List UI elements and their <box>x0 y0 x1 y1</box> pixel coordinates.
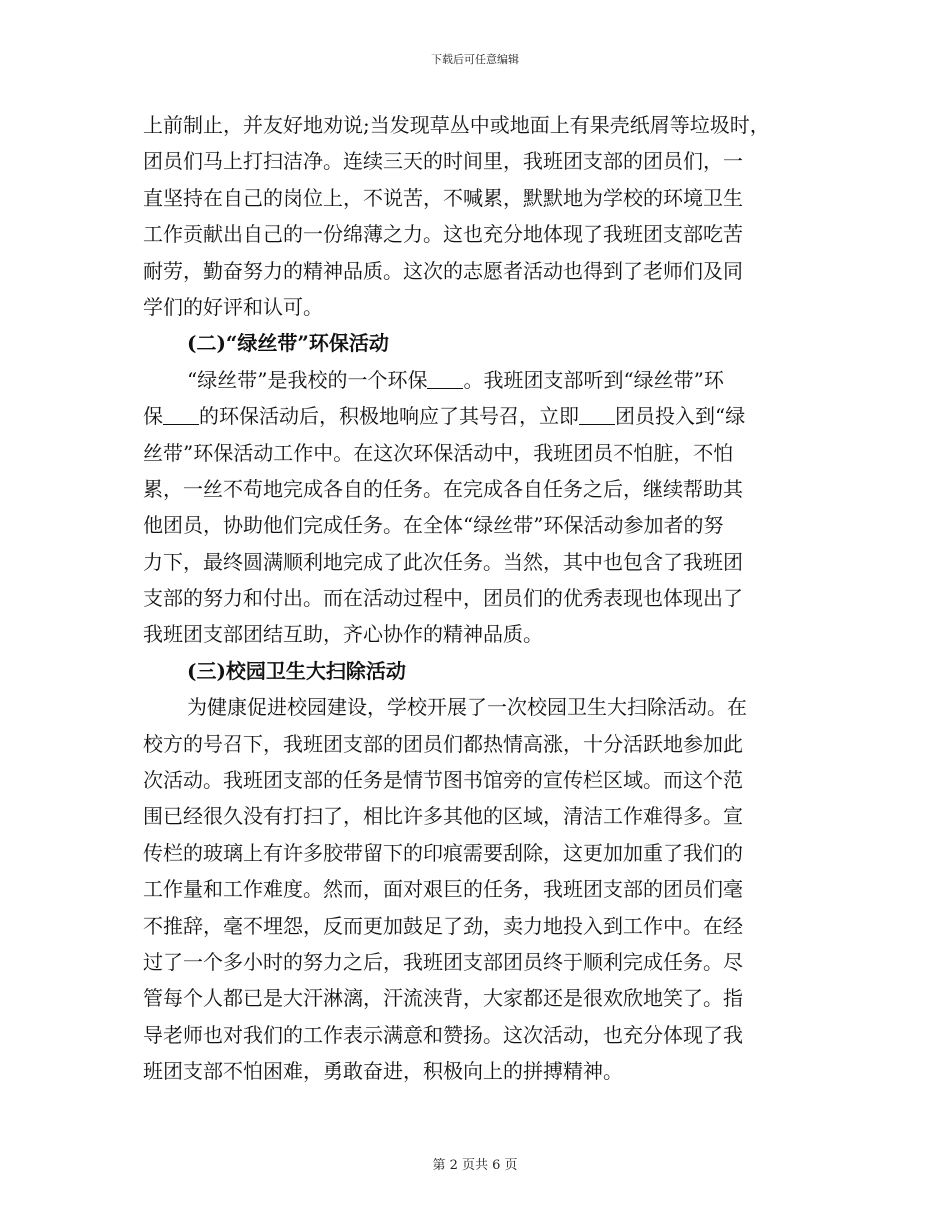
paragraph-line: 上前制止，并友好地劝说;当发现草丛中或地面上有果壳纸屑等垃圾时， <box>143 113 770 137</box>
paragraph-line: 过了一个多小时的努力之后，我班团支部团员终于顺利完成任务。尽 <box>143 949 743 974</box>
text-run: 保 <box>143 404 163 429</box>
paragraph-line: 累，一丝不苟地完成各自的任务。在完成各自任务之后，继续帮助其 <box>143 476 743 501</box>
paragraph-line: 班团支部不怕困难，勇敢奋进，积极向上的拼搏精神。 <box>143 1059 623 1084</box>
page-footer: 第 2 页共 6 页 <box>432 1158 518 1173</box>
paragraph-line <box>143 398 823 434</box>
paragraph-line: 管每个人都已是大汗淋漓，汗流浃背，大家都还是很欢欣地笑了。指 <box>143 986 743 1011</box>
paragraph-line <box>143 362 823 398</box>
paragraph-line: 支部的努力和付出。而在活动过程中，团员们的优秀表现也体现出了 <box>143 586 743 611</box>
paragraph-line: 他团员，协助他们完成任务。在全体“绿丝带”环保活动参加者的努 <box>143 513 724 538</box>
paragraph-line: 直坚持在自己的岗位上，不说苦，不喊累，默默地为学校的环境卫生 <box>143 185 743 210</box>
paragraph-line: 次活动。我班团支部的任务是情节图书馆旁的宣传栏区域。而这个范 <box>143 768 743 793</box>
text-run: “绿丝带”是我校的一个环保 <box>187 367 428 392</box>
fill-in-blank <box>163 400 199 425</box>
paragraph-line: 工作贡献出自己的一份绵薄之力。这也充分地体现了我班团支部吃苦 <box>143 222 743 247</box>
paragraph-line: 不推辞，毫不埋怨，反而更加鼓足了劲，卖力地投入到工作中。在经 <box>143 913 743 938</box>
paragraph-line: 为健康促进校园建设，学校开展了一次校园卫生大扫除活动。在 <box>187 695 747 720</box>
paragraph-line: 围已经很久没有打扫了，相比许多其他的区域，清洁工作难得多。宣 <box>143 804 743 829</box>
text-run: 团员投入到“绿 <box>615 404 746 429</box>
paragraph-line: 团员们马上打扫洁净。连续三天的时间里，我班团支部的团员们，一 <box>143 149 743 174</box>
section-heading: (二)“绿丝带”环保活动 <box>187 331 389 356</box>
paragraph-line: 耐劳，勤奋努力的精神品质。这次的志愿者活动也得到了老师们及同 <box>143 258 743 283</box>
text-run: 的环保活动后，积极地响应了其号召，立即 <box>199 404 579 429</box>
paragraph-line: 学们的好评和认可。 <box>143 294 323 319</box>
page-header: 下载后可任意编辑 <box>431 53 519 66</box>
paragraph-line: 我班团支部团结互助，齐心协作的精神品质。 <box>143 622 543 647</box>
paragraph-line: 传栏的玻璃上有许多胶带留下的印痕需要刮除，这更加加重了我们的 <box>143 840 743 865</box>
paragraph-line: 丝带”环保活动工作中。在这次环保活动中，我班团员不怕脏，不怕 <box>143 440 734 465</box>
fill-in-blank <box>579 400 615 425</box>
body-text <box>143 107 823 1090</box>
section-heading: (三)校园卫生大扫除活动 <box>187 658 406 683</box>
paragraph-line: 校方的号召下，我班团支部的团员们都热情高涨，十分活跃地参加此 <box>143 731 743 756</box>
text-run: 。我班团支部听到“绿丝带”环 <box>463 367 724 392</box>
paragraph-line: 力下，最终圆满顺利地完成了此次任务。当然，其中也包含了我班团 <box>143 549 743 574</box>
paragraph-line: 工作量和工作难度。然而，面对艰巨的任务，我班团支部的团员们毫 <box>143 877 743 902</box>
paragraph-line: 导老师也对我们的工作表示满意和赞扬。这次活动，也充分体现了我 <box>143 1022 743 1047</box>
fill-in-blank <box>427 364 463 389</box>
